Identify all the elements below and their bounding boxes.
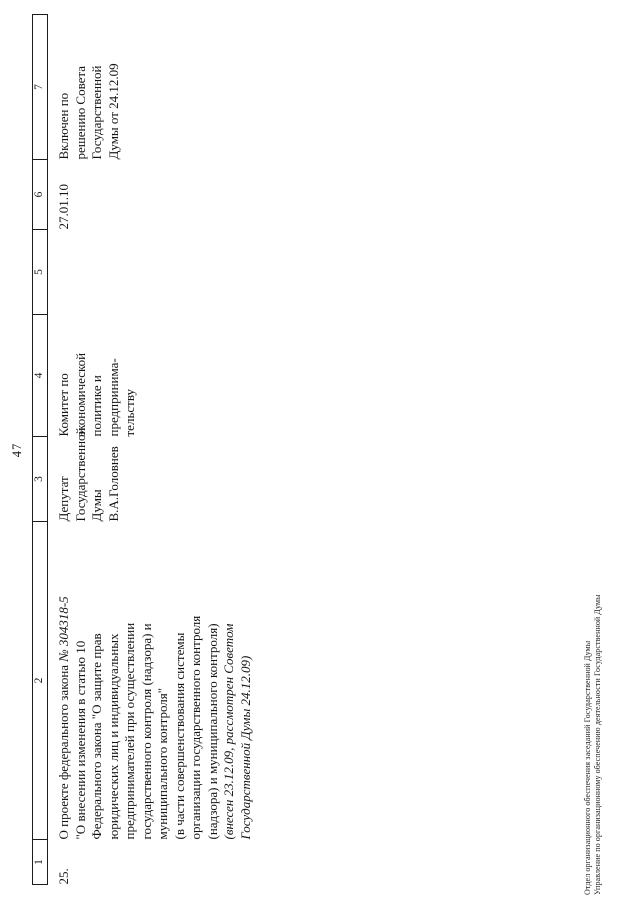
initiator-line: В.А.Головнев: [105, 446, 121, 522]
bill-title-line: предпринимателей при осуществлении: [122, 622, 137, 840]
committee-line: тельству: [122, 388, 137, 437]
bill-number: № 304318-5: [56, 596, 71, 662]
bill-submission-note: Государственной Думы 24.12.09): [237, 655, 253, 840]
decision-line: Включен по: [56, 92, 71, 160]
committee-line: предпринима-: [105, 358, 121, 437]
footer-stamp: [583, 594, 603, 895]
bill-submission-note: (внесен 23.12.09, рассмотрен Советом: [221, 623, 236, 840]
cell-committee: [48, 315, 255, 437]
cell-bill-title: [48, 522, 255, 840]
page-number: 47: [10, 442, 24, 458]
column-header-1: 1: [33, 840, 48, 885]
initiator-line: Думы: [89, 489, 104, 522]
bill-title-line: Федерального закона "О защите прав: [89, 633, 104, 840]
bill-title-line: муниципального контроля": [155, 687, 170, 840]
bill-title-line: юридических лиц и индивидуальных: [105, 633, 121, 840]
table-row: [48, 15, 255, 885]
decision-line: Государственной: [89, 65, 104, 160]
column-header-7: 7: [33, 15, 48, 160]
bill-title-line: организации государственного контроля: [188, 615, 203, 840]
cell-row-number: 25.: [56, 868, 71, 885]
bill-title-line: государственного контроля (надзора) и: [138, 623, 154, 840]
column-header-3: 3: [33, 437, 48, 522]
column-header-2: 2: [33, 522, 48, 840]
committee-line: политике и: [89, 375, 104, 437]
column-header-5: 5: [33, 230, 48, 315]
bills-table: [32, 14, 254, 885]
footer-line: Отдел организационного обеспечения заседаний Государственной Думы: [583, 640, 592, 895]
cell-decision: [48, 15, 255, 160]
committee-line: экономической: [72, 352, 88, 437]
decision-line: решению Совета: [72, 65, 88, 160]
initiator-line: Депутат: [56, 476, 71, 522]
column-header-6: 6: [33, 160, 48, 230]
bill-title-line: "О внесении изменения в статью 10: [72, 640, 88, 840]
cell-initiator: [48, 427, 255, 522]
cell-date: 27.01.10: [56, 184, 71, 230]
initiator-line: Государственной: [72, 427, 88, 522]
committee-line: Комитет по: [56, 373, 71, 437]
bill-title-line: (в части совершенствования системы: [171, 632, 187, 840]
bill-title-line: О проекте федерального закона № 304318-5: [56, 596, 71, 840]
decision-line: Думы от 24.12.09: [105, 63, 121, 160]
footer-line: Управление по организационному обеспечению деятельности Государственной Думы: [593, 594, 602, 895]
table-header-row: [33, 15, 48, 885]
column-header-4: 4: [33, 315, 48, 437]
bill-title-line: (надзора) и муниципального контроля): [204, 623, 220, 840]
cell-empty: [48, 230, 255, 315]
